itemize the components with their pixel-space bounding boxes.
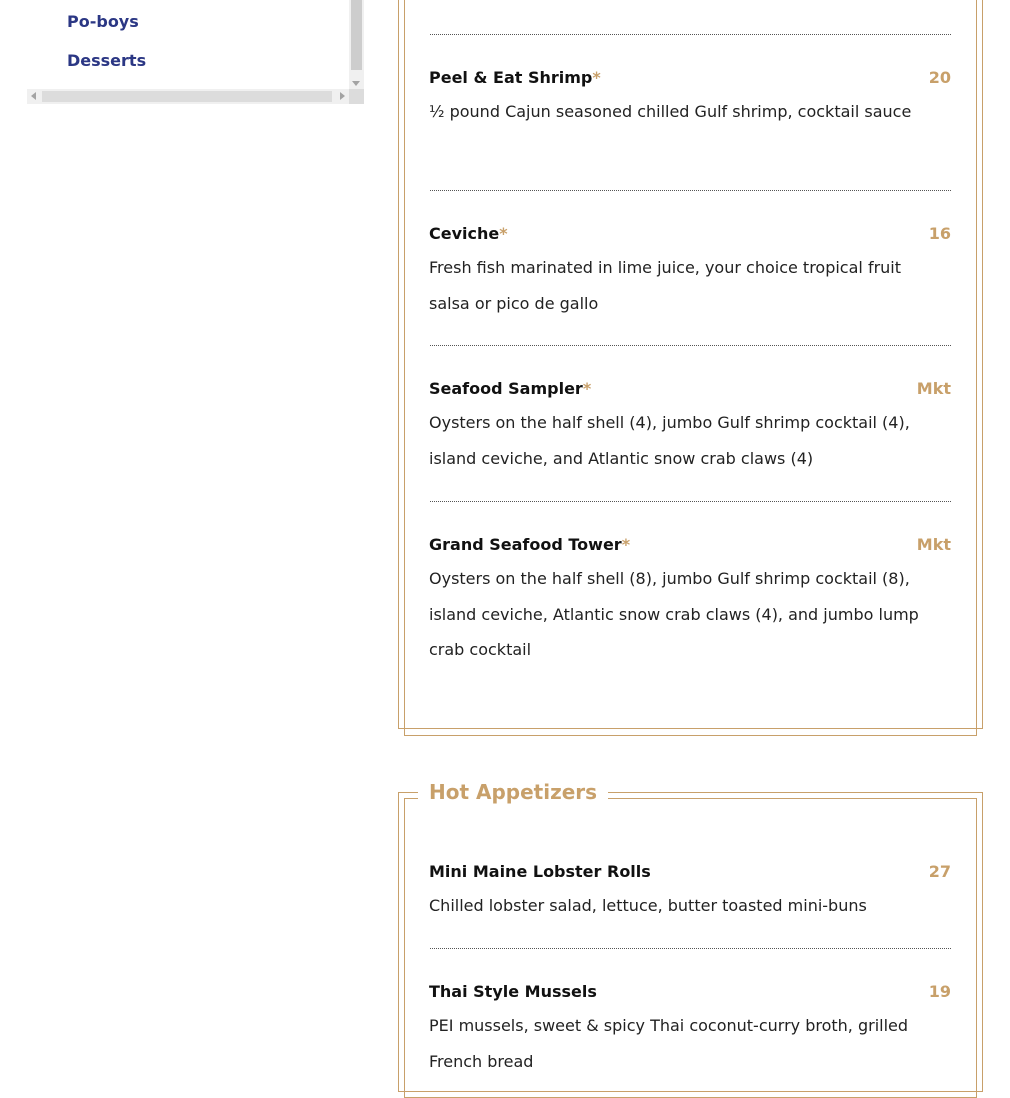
menu-item-price: Mkt (916, 379, 951, 398)
menu-item-price: 19 (928, 982, 951, 1001)
scroll-down-icon[interactable] (352, 81, 360, 86)
vertical-scrollbar-thumb[interactable] (351, 0, 362, 70)
sidebar-list (27, 0, 349, 89)
menu-item-price: 16 (928, 224, 951, 243)
horizontal-scrollbar[interactable] (27, 89, 349, 104)
item-divider (430, 345, 951, 346)
raw-item-mark: * (582, 379, 592, 398)
scroll-left-icon[interactable] (31, 92, 36, 100)
item-divider (430, 34, 951, 35)
section-title-hot-appetizers: Hot Appetizers (418, 780, 608, 804)
menu-item-name: Seafood Sampler* (429, 379, 592, 398)
horizontal-scrollbar-thumb[interactable] (42, 91, 332, 102)
menu-item-description: Chilled lobster salad, lettuce, butter toasted mini-buns (429, 896, 867, 915)
raw-item-mark: * (592, 68, 601, 87)
menu-item-price: Mkt (916, 535, 951, 554)
item-divider (430, 190, 951, 191)
menu-item-name: Grand Seafood Tower* (429, 535, 631, 554)
menu-item-price: 27 (928, 862, 951, 881)
raw-item-mark: * (621, 535, 631, 554)
sidebar-item-po-boys[interactable]: Po-boys (67, 12, 139, 31)
menu-item-name: Ceviche* (429, 224, 508, 243)
menu-item-description: Oysters on the half shell (8), jumbo Gulf shrimp cocktail (8), island ceviche, Atlantic snow crab claws (4), and jumbo lump crab cocktail (429, 569, 919, 659)
menu-item-name: Mini Maine Lobster Rolls (429, 862, 651, 881)
scroll-right-icon[interactable] (340, 92, 345, 100)
item-divider (430, 501, 951, 502)
menu-item-name: Thai Style Mussels (429, 982, 597, 1001)
raw-item-mark: * (499, 224, 508, 243)
vertical-scrollbar[interactable] (349, 0, 364, 89)
menu-item-description: PEI mussels, sweet & spicy Thai coconut-curry broth, grilled French bread (429, 1016, 909, 1071)
sidebar-item-desserts[interactable]: Desserts (67, 51, 147, 70)
item-divider (430, 948, 951, 949)
menu-item-description: Fresh fish marinated in lime juice, your choice tropical fruit salsa or pico de gallo (429, 258, 902, 313)
scrollbar-corner (349, 89, 364, 104)
menu-item-description: Oysters on the half shell (4), jumbo Gulf shrimp cocktail (4), island ceviche, and Atlantic snow crab claws (4) (429, 413, 910, 468)
menu-item-price: 20 (928, 68, 951, 87)
sidebar-nav (27, 0, 364, 104)
menu-item-description: ½ pound Cajun seasoned chilled Gulf shrimp, cocktail sauce (429, 102, 912, 121)
menu-item-name: Peel & Eat Shrimp* (429, 68, 601, 87)
